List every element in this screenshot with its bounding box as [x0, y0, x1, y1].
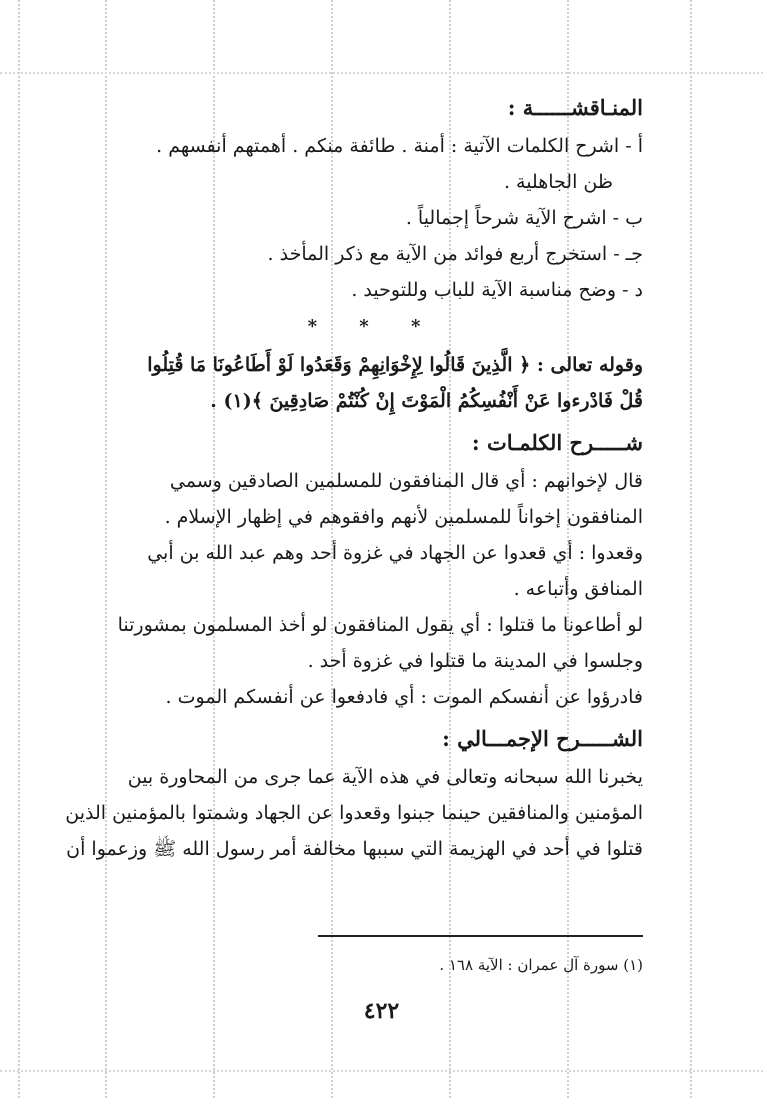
word-entry: قال لإخوانهم : أي قال المنافقون للمسلمين الصادقين وسمي [169, 469, 643, 492]
footnote: (١) سورة آل عمران : الآية ١٦٨ . [439, 956, 643, 974]
discussion-item-a-cont: ظن الجاهلية . [503, 170, 613, 193]
guide-line [18, 0, 20, 1098]
guide-line [0, 72, 763, 74]
word-entry-cont: المنافقون إخواناً للمسلمين لأنهم وافقوهم في إظهار الإسلام . [164, 505, 643, 528]
verse-line-1: وقوله تعالى : ﴿ الَّذِينَ قَالُوا لِإِخْوَانِهِمْ وَقَعَدُوا لَوْ أَطَاعُونَا مَا قُتِلُوا [147, 353, 643, 376]
general-heading: الشـــــرح الإجمـــالي : [442, 726, 643, 752]
section-separator: * * * [307, 316, 439, 338]
footnote-rule [318, 935, 643, 937]
word-entry-cont: المنافق وأتباعه . [513, 577, 643, 600]
discussion-heading: المنـاقشــــــة : [507, 95, 643, 120]
general-line: المؤمنين والمنافقين حينما جبنوا وقعدوا عن الجهاد وشمتوا بالمؤمنين الذين [65, 802, 643, 825]
page-number: ٤٢٢ [363, 998, 400, 1024]
word-entry: لو أطاعونا ما قتلوا : أي يقول المنافقون لو أخذ المسلمون بمشورتنا [117, 614, 643, 636]
discussion-item-d: د - وضح مناسبة الآية للباب وللتوحيد . [351, 279, 643, 302]
general-line: قتلوا في أحد في الهزيمة التي سببها مخالفة أمر رسول الله ﷺ وزعموا أن [66, 838, 643, 861]
verse-line-2: قُلْ فَادْرءوا عَنْ أَنْفُسِكُمُ الْمَوْتَ إِنْ كُنْتُمْ صَادِقِينَ ﴾(١) . [210, 389, 643, 412]
page-body [65, 88, 643, 867]
word-entry: وقعدوا : أي قعدوا عن الجهاد في غزوة أحد وهم عبد الله بن أبي [147, 541, 643, 564]
words-heading: شـــــرح الكلمـات : [471, 429, 643, 455]
discussion-item-a: أ - اشرح الكلمات الآتية : أمنة . طائفة منكم . أهمتهم أنفسهم . [156, 134, 643, 157]
guide-line [0, 1070, 763, 1072]
guide-line [690, 0, 692, 1098]
word-entry-cont: وجلسوا في المدينة ما قتلوا في غزوة أحد . [307, 650, 643, 673]
discussion-item-b: ب - اشرح الآية شرحاً إجمالياً . [405, 207, 643, 230]
word-entry: فادرؤوا عن أنفسكم الموت : أي فادفعوا عن أنفسكم الموت . [165, 686, 643, 709]
general-line: يخبرنا الله سبحانه وتعالى في هذه الآية عما جرى من المحاورة بين [127, 766, 643, 789]
discussion-item-c: جـ - استخرج أربع فوائد من الآية مع ذكر المأخذ . [267, 243, 643, 266]
